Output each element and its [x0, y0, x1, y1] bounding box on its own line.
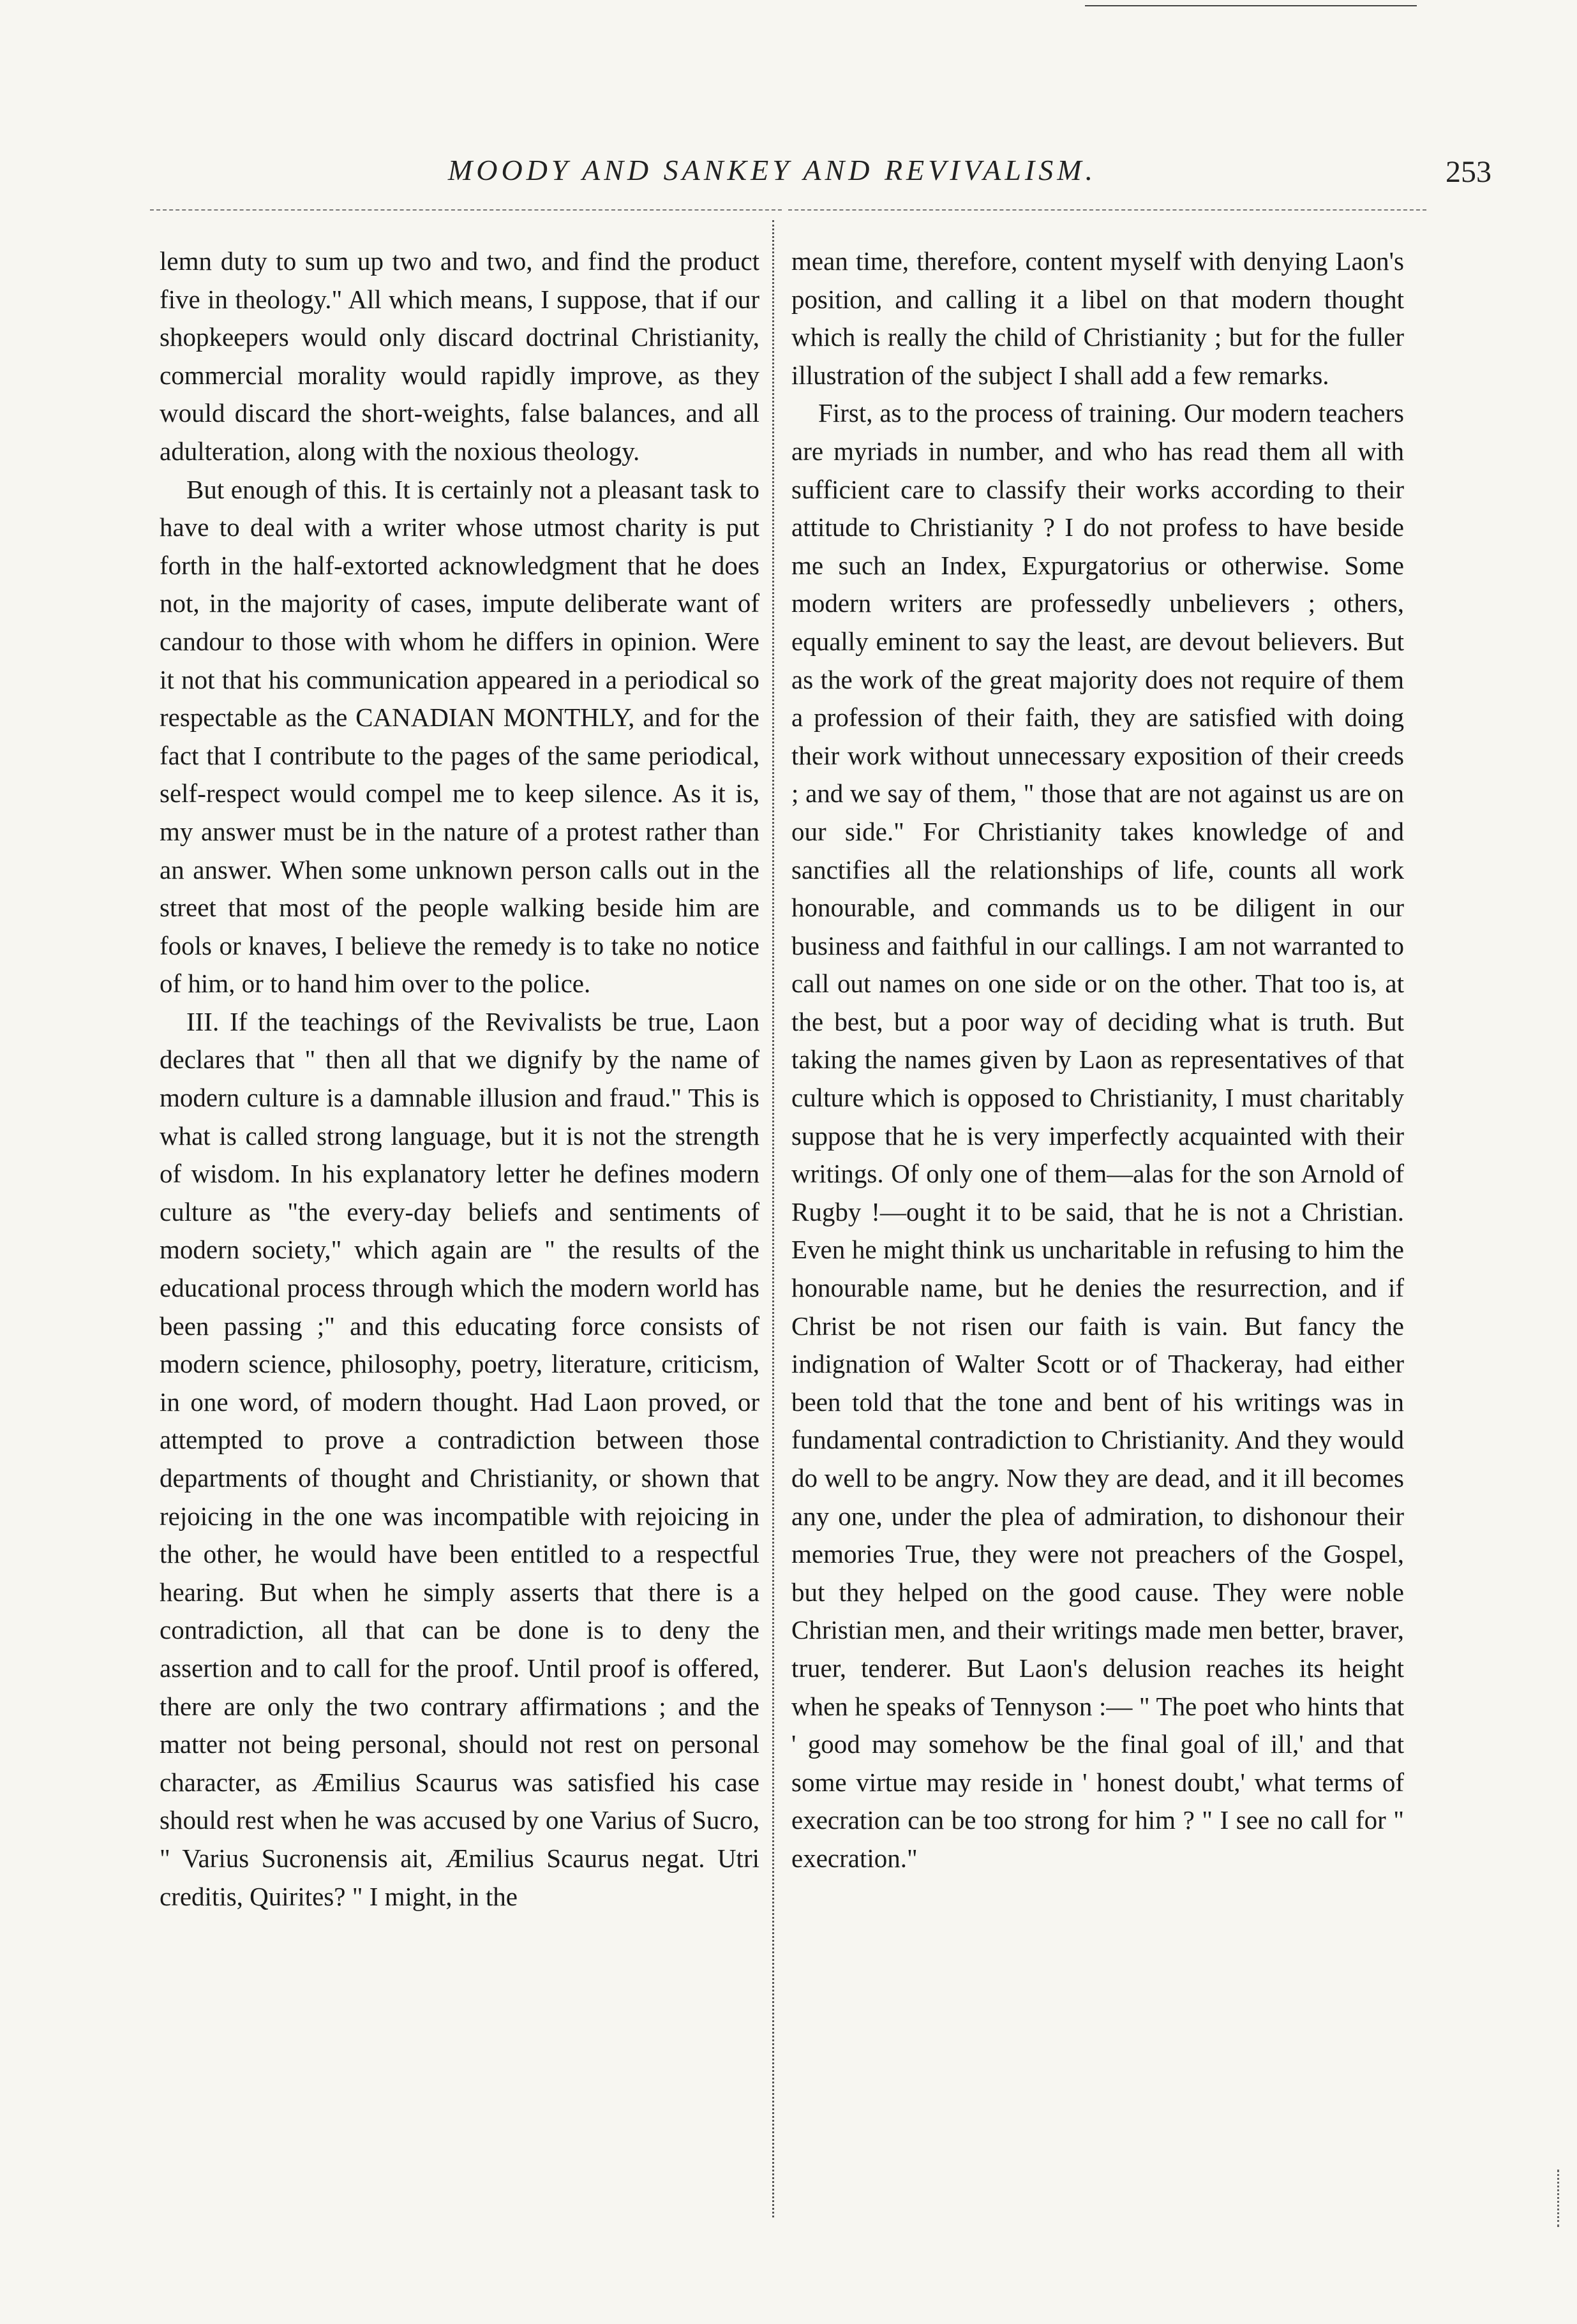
- header-rule-left: [150, 209, 782, 211]
- column-divider: [772, 220, 774, 2217]
- paragraph: mean time, therefore, content myself with denying Laon's position, and calling it a libel on that modern thought which is really the child of Christianity ; but for the fuller illustration of the subject I shall add a few remarks.: [791, 246, 1404, 390]
- header-rule-right: [788, 209, 1426, 211]
- top-edge-rule: [1085, 5, 1417, 6]
- page-number: 253: [1446, 155, 1491, 189]
- paragraph: lemn duty to sum up two and two, and find the product five in theology." All which means, I suppose, that if our shopkeepers would only discard doctrinal Christianity, commercial morality would rapidly improve, as they would discard the short-weights, false balances, and all adulteration, along with the noxious theology.: [160, 246, 759, 466]
- paragraph: But enough of this. It is certainly not a pleasant task to have to deal with a writer whose utmost charity is put forth in the half-extorted acknowledgment that he does not, in the majority of cases, impute deliberate want of candour to those with whom he differs in opinion. Were it not that his communication appeared in a periodical so respectable as the CANADIAN MONTHLY, and for the fact that I contribute to the pages of the same periodical, self-respect would compel me to keep silence. As it is, my answer must be in the nature of a protest rather than an answer. When some unknown person calls out in the street that most of the people walking beside him are fools or knaves, I believe the remedy is to take no notice of him, or to hand him over to the police.: [160, 474, 759, 999]
- page-edge-mark: [1557, 2170, 1563, 2227]
- paragraph: First, as to the process of training. Our modern teachers are myriads in number, and who has read them all with sufficient care to classify their works according to their attitude to Christianity ? I do not profess to have beside me such an Index, Expurgatorius or otherwise. Some modern writers are professedly unbelievers ; others, equally eminent to say the least, are devout believers. But as the work of the great majority does not require of them a profession of their faith, they are satisfied with doing their work without unnecessary exposition of their creeds ; and we say of them, " those that are not against us are on our side." For Christianity takes knowledge of and sanctifies all the relationships of life, counts all work honourable, and commands us to be diligent in our business and faithful in our callings. I am not warranted to call out names on one side or on the other. That too is, at the best, but a poor way of deciding what is truth. But taking the names given by Laon as representatives of that culture which is opposed to Christianity, I must charitably suppose that he is very imperfectly acquainted with their writings. Of only one of them—alas for the son Arnold of Rugby !—ought it to be said, that he is not a Christian. Even he might think us uncharitable in refusing to him the honourable name, but he denies the resurrection, and if Christ be not risen our faith is vain. But fancy the indignation of Walter Scott or of Thackeray, had either been told that the tone and bent of his writings was in fundamental contradiction to Christianity. And they would do well to be angry. Now they are dead, and it ill becomes any one, under the plea of admiration, to dishonour their memories True, they were not preachers of the Gospel, but they helped on the good cause. They were noble Christian men, and their writings made men better, braver, truer, tenderer. But Laon's delusion reaches its height when he speaks of Tennyson :— " The poet who hints that ' good may somehow be the final goal of ill,' and that some virtue may reside in ' honest doubt,' what terms of execration can be too strong for him ? " I see no call for " execration.": [791, 398, 1404, 1873]
- running-header: MOODY AND SANKEY AND REVIVALISM.: [447, 154, 1097, 186]
- right-column: [791, 242, 1404, 1878]
- left-column: [160, 242, 759, 1916]
- paragraph: III. If the teachings of the Revivalists be true, Laon declares that " then all that we dignify by the name of modern culture is a damnable illusion and fraud." This is what is called strong language, but it is not the strength of wisdom. In his explanatory letter he defines modern culture as "the every-day beliefs and sentiments of modern society," which again are " the results of the educational process through which the modern world has been passing ;" and this educating force consists of modern science, philosophy, poetry, literature, criticism, in one word, of modern thought. Had Laon proved, or attempted to prove a contradiction between those departments of thought and Christianity, or shown that rejoicing in the one was incompatible with rejoicing in the other, he would have been entitled to a respectful hearing. But when he simply asserts that there is a contradiction, all that can be done is to deny the assertion and to call for the proof. Until proof is offered, there are only the two contrary affirmations ; and the matter not being personal, should not rest on personal character, as Æmilius Scaurus was satisfied his case should rest when he was accused by one Varius of Sucro, " Varius Sucronensis ait, Æmilius Scaurus negat. Utri creditis, Quirites? " I might, in the: [160, 1006, 759, 1911]
